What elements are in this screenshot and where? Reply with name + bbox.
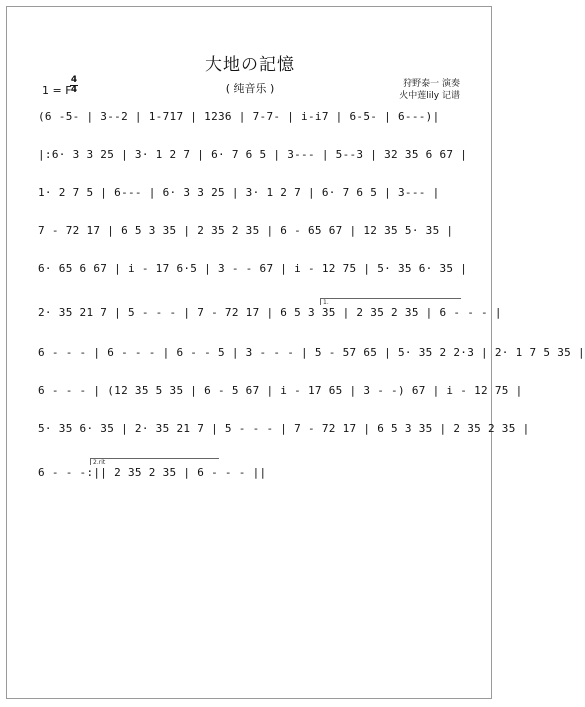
score-row-9: 5· 35 6· 35 | 2· 35 21 7 | 5 - - - | 7 - 72 17 | 6 5 3 35 | 2 35 2 35 | [38, 422, 530, 435]
score-row-7: 6 - - - | 6 - - - | 6 - - 5 | 3 - - - | 5 - 57 65 | 5· 35 2 2·3 | 2· 1 7 5 35 | [38, 346, 585, 359]
score-row-10: 6 - - -:|| 2 35 2 35 | 6 - - - || [38, 466, 267, 479]
score-row-4: 7 - 72 17 | 6 5 3 35 | 2 35 2 35 | 6 - 65 67 | 12 35 5· 35 | [38, 224, 454, 237]
score-row-3: 1· 2 7 5 | 6--- | 6· 3 3 25 | 3· 1 2 7 | 6· 7 6 5 | 3--- | [38, 186, 440, 199]
credits [399, 78, 460, 102]
credit-transcriber: 火中莲lily 记谱 [399, 91, 460, 101]
time-signature-top: 4 [70, 75, 78, 85]
song-title: 大地の記憶 [205, 55, 295, 75]
song-subtitle: ( 纯音乐 ) [225, 82, 275, 95]
credit-performer: 狩野泰一 演奏 [403, 79, 460, 89]
volta-first-ending: 1. [320, 298, 461, 305]
score-row-6: 2· 35 21 7 | 5 - - - | 7 - 72 17 | 6 5 3 35 | 2 35 2 35 | 6 - - - | [38, 306, 502, 319]
volta-second-ending: 2.rit [90, 458, 219, 465]
key-signature: 1 = F [42, 84, 72, 97]
score-row-1: (6 -5- | 3--2 | 1-717 | 1236 | 7-7- | i-i7 | 6-5- | 6---)| [38, 110, 440, 123]
score-row-5: 6· 65 6 67 | i - 17 6·5 | 3 - - 67 | i - 12 75 | 5· 35 6· 35 | [38, 262, 468, 275]
score-row-8: 6 - - - | (12 35 5 35 | 6 - 5 67 | i - 17 65 | 3 - -) 67 | i - 12 75 | [38, 384, 523, 397]
time-signature-bottom: 4 [70, 85, 78, 95]
time-signature [68, 76, 80, 95]
score-row-2: |:6· 3 3 25 | 3· 1 2 7 | 6· 7 6 5 | 3--- | 5--3 | 32 35 6 67 | [38, 148, 468, 161]
